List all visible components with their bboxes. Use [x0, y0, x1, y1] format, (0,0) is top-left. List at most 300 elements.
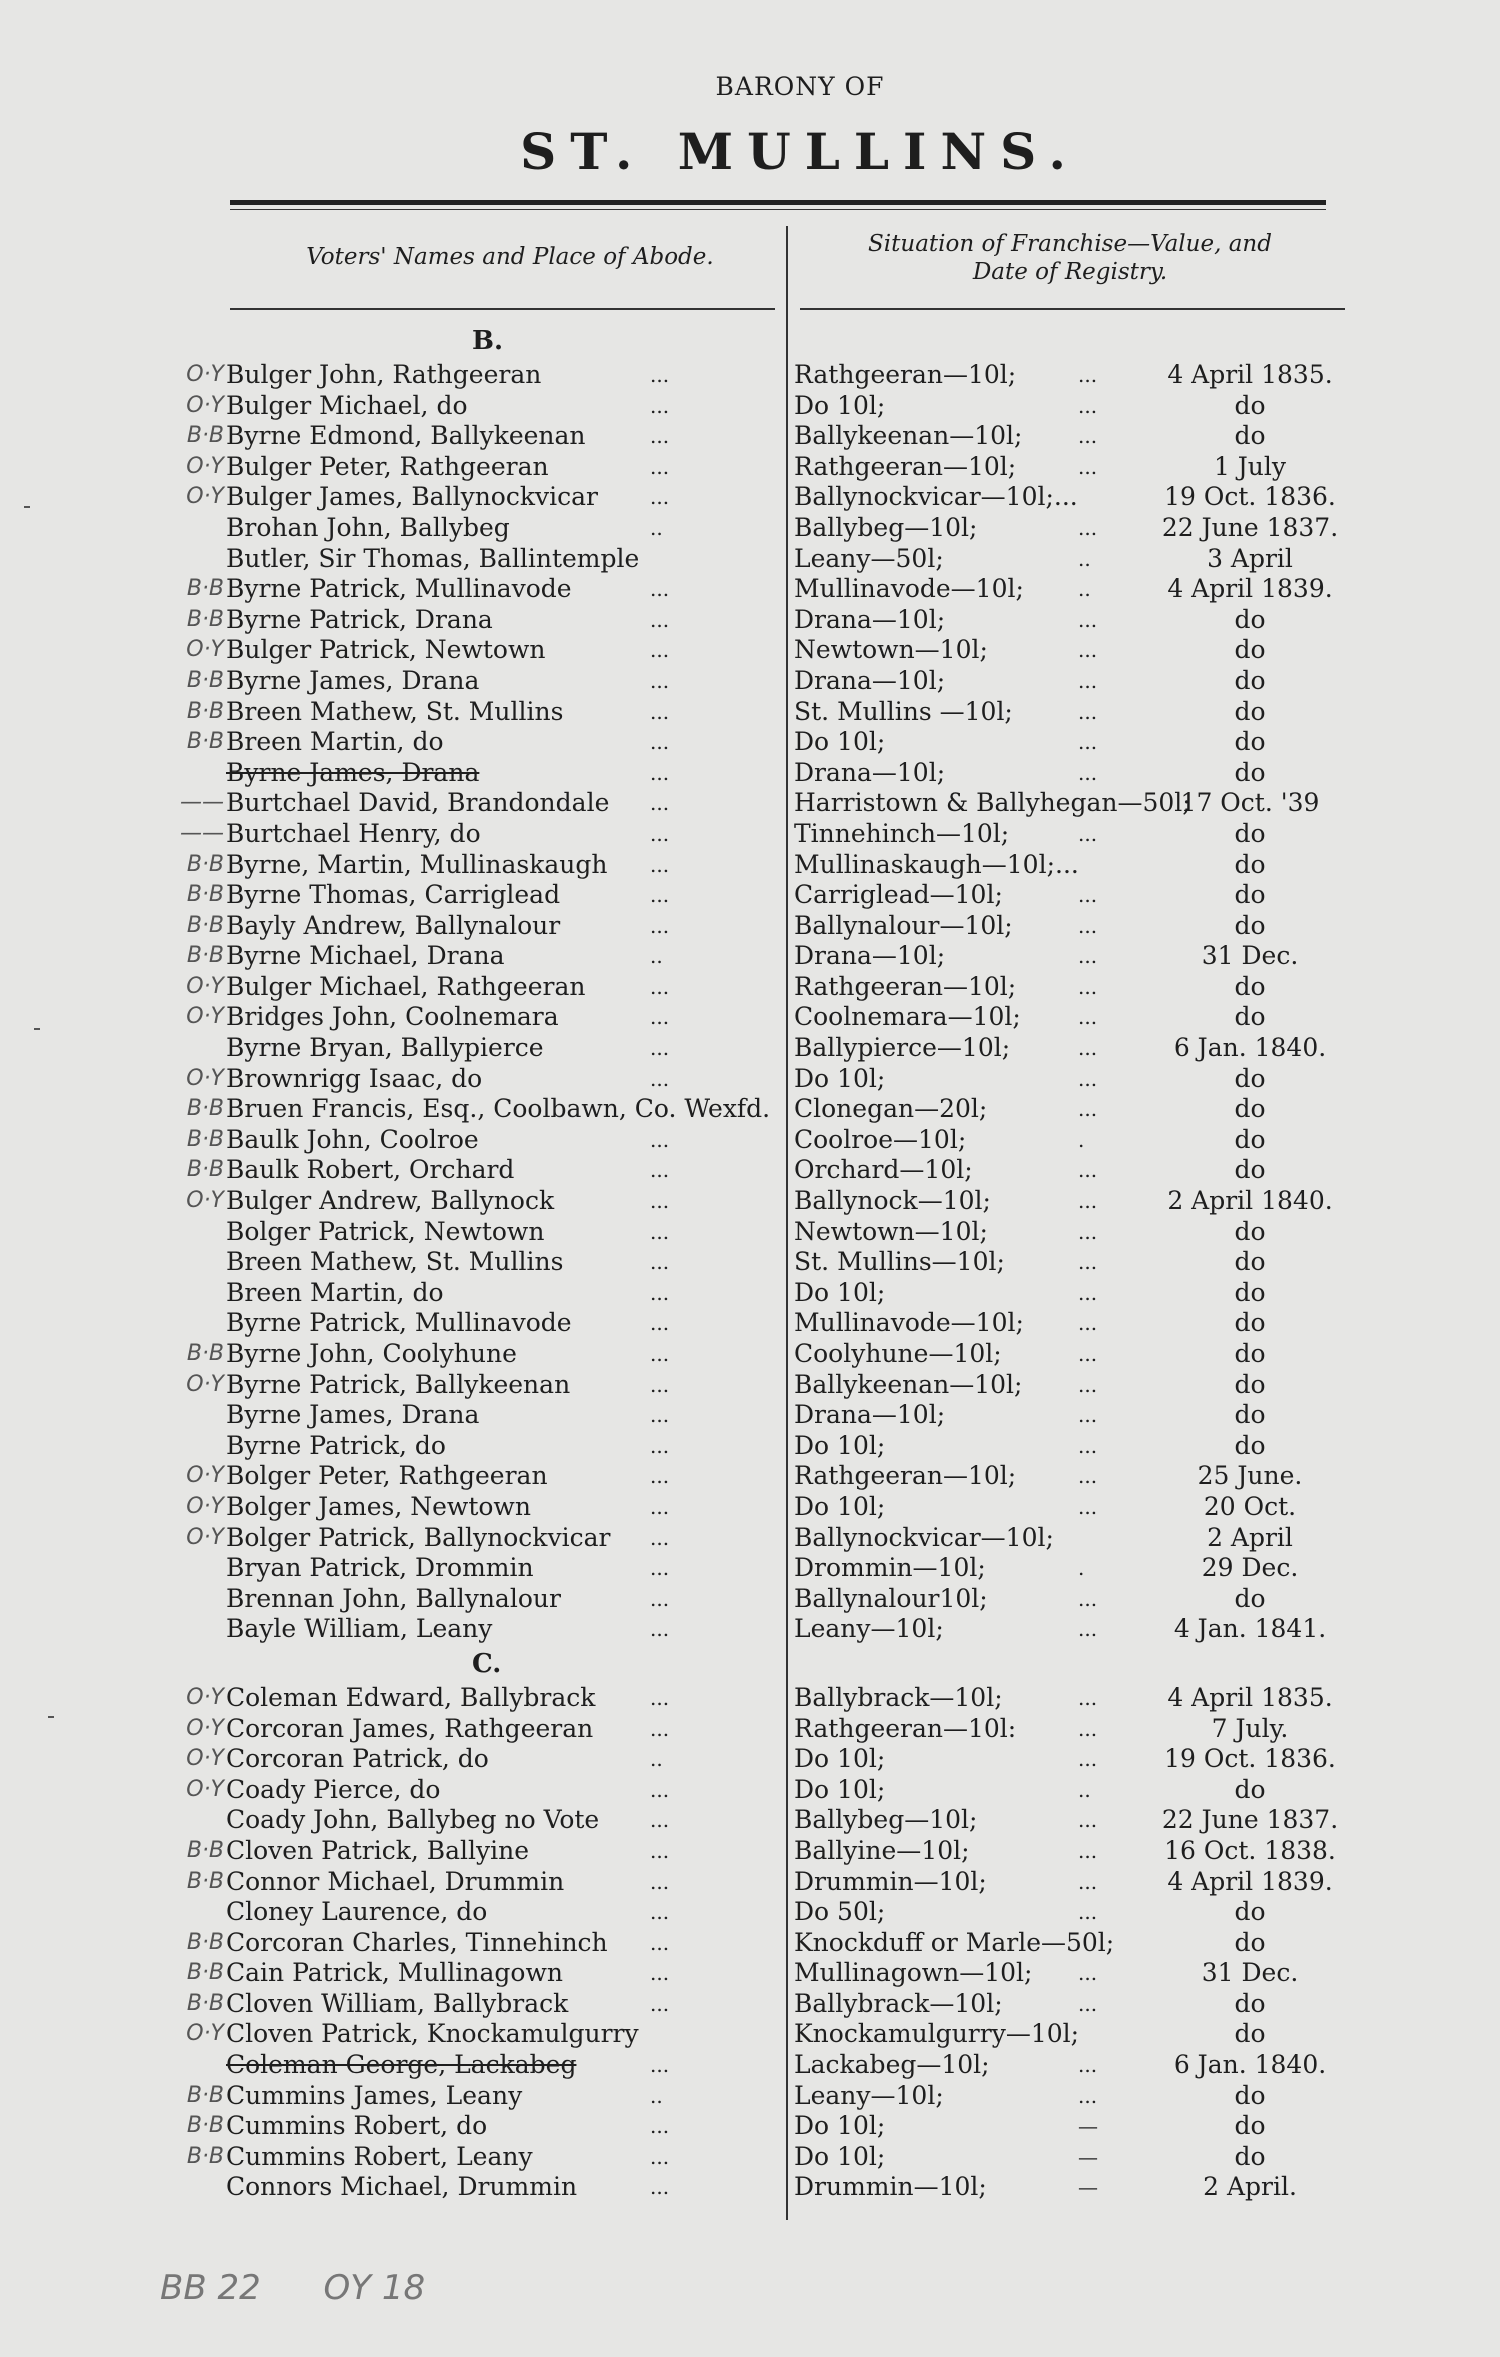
franchise-situation: Drana—10l;: [794, 604, 946, 634]
franchise-situation: Mullinagown—10l;: [794, 1958, 1033, 1988]
registry-date: do: [1234, 1002, 1266, 1032]
franchise-situation: Mullinavode—10l;: [794, 574, 1024, 604]
registry-date: 1 July: [1213, 451, 1287, 481]
leader-dots: ...: [1078, 1403, 1098, 1428]
voter-row: [0, 513, 1500, 544]
leader-dots: ...: [1078, 1991, 1098, 2016]
voter-name: Cloven William, Ballybrack: [226, 1988, 569, 2018]
leader-dots: ...: [1078, 1219, 1098, 1244]
column-header-franchise: [810, 230, 1330, 286]
barony-label: BARONY OF: [715, 72, 885, 101]
franchise-situation: Do 10l;: [794, 390, 886, 420]
registry-date: 19 Oct. 1836.: [1164, 1744, 1336, 1774]
margin-annotation: O·Y: [186, 2021, 224, 2047]
voter-name: Breen Martin, do: [226, 1277, 444, 1307]
franchise-situation: Drommin—10l;: [794, 1553, 986, 1583]
leader-dots: ...: [650, 1900, 670, 1925]
leader-dots: ...: [1078, 1342, 1098, 1366]
leader-dots: ...: [650, 1617, 670, 1642]
leader-dots: ...: [650, 1777, 670, 1802]
voter-name: Byrne Patrick, Mullinavode: [226, 574, 572, 604]
leader-dots: ...: [1078, 1311, 1098, 1336]
franchise-situation: Do 10l;: [794, 1491, 886, 1521]
leader-dots: ...: [650, 1525, 670, 1550]
section-letter: [0, 1645, 1500, 1683]
franchise-situation: Mullinaskaugh—10l;...: [794, 849, 1079, 879]
voter-row: [0, 1897, 1500, 1928]
voter-row: [0, 1155, 1500, 1186]
registry-date: do: [1234, 696, 1266, 726]
franchise-situation: Ballynalour10l;: [794, 1583, 988, 1613]
franchise-situation: Ballybeg—10l;: [794, 1805, 978, 1835]
registry-date: do: [1234, 2111, 1266, 2141]
voter-row: [0, 788, 1500, 819]
leader-dots: ...: [1078, 1005, 1098, 1030]
franchise-situation: Ballynock—10l;: [794, 1186, 991, 1216]
leader-dots: ...: [650, 913, 670, 938]
footer-tally-oy: OY 18: [323, 2268, 426, 2308]
voter-name: Byrne Bryan, Ballypierce: [226, 1033, 544, 1063]
leader-dots: ..: [650, 1747, 663, 1772]
leader-dots: ...: [1078, 1961, 1098, 1986]
leader-dots: ...: [1078, 1433, 1098, 1458]
franchise-situation: Rathgeeran—10l;: [794, 360, 1017, 389]
registry-date: do: [1234, 1369, 1266, 1399]
franchise-situation: Rathgeeran—10l;: [794, 971, 1017, 1001]
registry-date: do: [1234, 1430, 1266, 1460]
leader-dots: ..: [1078, 1777, 1091, 1802]
voter-name: Bulger Peter, Rathgeeran: [226, 451, 549, 481]
header-rule-left: [230, 308, 775, 310]
leader-dots: ...: [650, 1930, 670, 1955]
voter-row: [0, 1836, 1500, 1867]
leader-dots: ...: [650, 1556, 670, 1581]
margin-annotation: B·B: [186, 2082, 224, 2108]
leader-dots: ...: [1078, 1066, 1098, 1091]
franchise-situation: Newtown—10l;: [794, 1216, 988, 1246]
leader-dots: ...: [650, 1586, 670, 1611]
voter-row: [0, 1217, 1500, 1248]
voter-name: Byrne John, Coolyhune: [226, 1339, 517, 1368]
voter-name: Bayle William, Leany: [226, 1614, 493, 1644]
leader-dots: ...: [1078, 424, 1098, 449]
voter-row: [0, 421, 1500, 452]
franchise-situation: Drummin—10l;: [794, 2172, 987, 2202]
franchise-situation: Knockamulgurry—10l;: [794, 2019, 1080, 2049]
leader-dots: ...: [1078, 1372, 1098, 1397]
franchise-situation: Leany—10l;: [794, 2080, 944, 2110]
voter-row: [0, 544, 1500, 575]
column-header-voters: Voters' Names and Place of Abode.: [306, 244, 714, 270]
franchise-situation: Ballykeenan—10l;: [794, 421, 1023, 451]
registry-date: 4 April 1835.: [1167, 1682, 1333, 1712]
voter-row: [0, 941, 1500, 972]
voter-name: Byrne Patrick, Mullinavode: [226, 1308, 572, 1338]
registry-date: 20 Oct.: [1203, 1491, 1297, 1521]
franchise-situation: Lackabeg—10l;: [794, 2050, 990, 2080]
voter-name: Connor Michael, Drummin: [226, 1866, 565, 1896]
franchise-situation: Leany—10l;: [794, 1614, 944, 1644]
voter-name: Breen Mathew, St. Mullins: [226, 1247, 564, 1277]
voter-name: Breen Mathew, St. Mullins: [226, 696, 564, 726]
leader-dots: ...: [650, 577, 670, 602]
margin-annotation: O·Y: [186, 484, 224, 510]
voter-name: Corcoran James, Rathgeeran: [226, 1713, 594, 1743]
margin-annotation: O·Y: [186, 1371, 224, 1397]
voter-row: [0, 1002, 1500, 1033]
registry-date: do: [1234, 2141, 1266, 2171]
leader-dots: ...: [650, 1066, 670, 1091]
voter-row: [0, 1805, 1500, 1836]
registry-date: do: [1234, 727, 1266, 757]
registry-date: 2 April: [1207, 1522, 1293, 1552]
leader-dots: ...: [650, 1036, 670, 1061]
leader-dots: ...: [650, 821, 670, 846]
leader-dots: ..: [650, 515, 663, 540]
voter-row: [0, 819, 1500, 850]
voter-row: [0, 1064, 1500, 1095]
leader-dots: ...: [650, 1127, 670, 1152]
voter-name: Byrne Thomas, Carriglead: [226, 880, 561, 910]
registry-date: 22 June 1837.: [1161, 512, 1339, 542]
leader-dots: ...: [1078, 2053, 1098, 2078]
leader-dots: ...: [650, 363, 670, 387]
franchise-situation: Harristown & Ballyhegan—50l;: [794, 788, 1191, 818]
leader-dots: ...: [1078, 1617, 1098, 1642]
registry-date: 31 Dec.: [1201, 1958, 1299, 1988]
voter-row: [0, 666, 1500, 697]
header-rule-right: [800, 308, 1345, 310]
franchise-situation: Ballynockvicar—10l;: [794, 1522, 1054, 1552]
voter-row: [0, 1714, 1500, 1745]
franchise-situation: Do 10l;: [794, 1277, 886, 1307]
leader-dots: ...: [1078, 760, 1098, 785]
voter-row: [0, 850, 1500, 881]
leader-dots: ...: [650, 760, 670, 785]
voter-name: Cloven Patrick, Ballyine: [226, 1835, 530, 1865]
leader-dots: ...: [650, 852, 670, 877]
voter-name: Cloven Patrick, Knockamulgurry: [226, 2019, 639, 2049]
registry-date: do: [1234, 1897, 1266, 1927]
leader-dots: ...: [650, 393, 670, 418]
leader-dots: ...: [650, 1433, 670, 1458]
leader-dots: ...: [1078, 1747, 1098, 1772]
margin-annotation: O·Y: [186, 1493, 224, 1519]
leader-dots: ...: [650, 1158, 670, 1183]
leader-dots: ...: [650, 1991, 670, 2016]
voter-row: [0, 727, 1500, 758]
franchise-situation: Ballynalour—10l;: [794, 910, 1013, 940]
voter-row: [0, 1186, 1500, 1217]
franchise-situation: Newtown—10l;: [794, 635, 988, 665]
voter-name: Bulger James, Ballynockvicar: [226, 482, 598, 512]
registry-date: do: [1234, 390, 1266, 420]
franchise-situation: Do 10l;: [794, 1063, 886, 1093]
voter-row: [0, 1867, 1500, 1898]
registry-date: 4 April 1839.: [1167, 574, 1333, 604]
registry-date: 2 April 1840.: [1167, 1186, 1333, 1216]
margin-annotation: B·B: [186, 423, 224, 449]
registry-date: 6 Jan. 1840.: [1173, 1033, 1327, 1063]
franchise-situation: Ballybrack—10l;: [794, 1682, 1003, 1712]
voter-row: [0, 2172, 1500, 2203]
voter-row: [0, 1775, 1500, 1806]
franchise-situation: Drana—10l;: [794, 757, 946, 787]
voter-name: Byrne Michael, Drana: [226, 941, 505, 971]
leader-dots: ...: [650, 1961, 670, 1986]
leader-dots: ...: [1078, 1838, 1098, 1863]
margin-annotation: O·Y: [186, 1524, 224, 1550]
voter-row: [0, 1431, 1500, 1462]
voter-name: Byrne Patrick, Drana: [226, 604, 493, 634]
leader-dots: ...: [650, 1494, 670, 1519]
voter-name: Byrne James, Drana: [226, 757, 480, 787]
voter-name: Coady Pierce, do: [226, 1774, 441, 1804]
leader-dots: ...: [650, 1808, 670, 1833]
registry-date: do: [1234, 849, 1266, 879]
registry-date: 19 Oct. 1836.: [1164, 482, 1336, 512]
franchise-situation: Ballynockvicar—10l;...: [794, 482, 1078, 512]
voter-name: Breen Martin, do: [226, 727, 444, 757]
margin-annotation: B·B: [186, 1990, 224, 2016]
leader-dots: —: [1078, 2175, 1098, 2200]
margin-mark: [24, 506, 30, 508]
voter-row: [0, 2142, 1500, 2173]
registry-date: do: [1234, 1400, 1266, 1430]
footer-tally: [160, 2268, 477, 2308]
leader-dots: ...: [650, 1280, 670, 1305]
margin-annotation: B·B: [186, 2113, 224, 2139]
margin-annotation: O·Y: [186, 1715, 224, 1741]
voter-name: Burtchael David, Brandondale: [226, 788, 610, 818]
voter-name: Brownrigg Isaac, do: [226, 1063, 483, 1093]
voter-name: Bolger Patrick, Newtown: [226, 1216, 545, 1246]
voter-row: [0, 1744, 1500, 1775]
margin-annotation: O·Y: [186, 1746, 224, 1772]
registry-date: do: [1234, 2019, 1266, 2049]
voter-name: Bolger James, Newtown: [226, 1491, 531, 1521]
margin-annotation: O·Y: [186, 362, 224, 387]
franchise-situation: Rathgeeran—10l;: [794, 1461, 1017, 1491]
franchise-situation: Drana—10l;: [794, 941, 946, 971]
registry-date: do: [1234, 971, 1266, 1001]
leader-dots: ...: [1078, 668, 1098, 693]
voter-row: [0, 1958, 1500, 1989]
registry-date: do: [1234, 1277, 1266, 1307]
voter-row: [0, 1928, 1500, 1959]
leader-dots: ...: [1078, 944, 1098, 969]
leader-dots: ...: [1078, 454, 1098, 479]
franchise-situation: Clonegan—20l;: [794, 1094, 988, 1124]
voter-row: [0, 972, 1500, 1003]
leader-dots: ...: [1078, 1464, 1098, 1489]
margin-annotation: B·B: [186, 698, 224, 724]
margin-annotation: B·B: [186, 1126, 224, 1152]
parish-title: ST. MULLINS.: [520, 122, 1080, 181]
registry-date: 17 Oct. '39: [1180, 788, 1320, 818]
leader-dots: ..: [1078, 546, 1091, 571]
voter-row: [0, 1339, 1500, 1370]
franchise-situation: Do 10l;: [794, 1430, 886, 1460]
leader-dots: ...: [650, 638, 670, 663]
leader-dots: .: [1078, 1127, 1085, 1152]
franchise-situation: Orchard—10l;: [794, 1155, 973, 1185]
leader-dots: ...: [650, 2053, 670, 2078]
section-letter: [0, 322, 1500, 360]
leader-dots: ...: [650, 730, 670, 755]
franchise-situation: Knockduff or Marle—50l;: [794, 1927, 1115, 1957]
leader-dots: ...: [650, 1685, 670, 1710]
voter-name: Bulger Patrick, Newtown: [226, 635, 546, 665]
leader-dots: ...: [650, 1005, 670, 1030]
margin-annotation: B·B: [186, 882, 224, 908]
margin-annotation: ——: [180, 820, 224, 846]
leader-dots: ...: [650, 2175, 670, 2200]
voter-name: Bulger Michael, do: [226, 390, 468, 420]
leader-dots: ...: [650, 607, 670, 632]
franchise-situation: Do 10l;: [794, 2141, 886, 2171]
voter-name: Baulk John, Coolroe: [226, 1124, 479, 1154]
voter-name: Corcoran Charles, Tinnehinch: [226, 1927, 608, 1957]
voter-name: Bolger Patrick, Ballynockvicar: [226, 1522, 611, 1552]
margin-annotation: O·Y: [186, 453, 224, 479]
voter-row: [0, 1247, 1500, 1278]
registry-date: do: [1234, 1308, 1266, 1338]
registry-date: do: [1234, 421, 1266, 451]
registry-date: do: [1234, 1247, 1266, 1277]
voter-row: [0, 1094, 1500, 1125]
leader-dots: ...: [650, 791, 670, 816]
leader-dots: ...: [1078, 821, 1098, 846]
voter-row: [0, 2111, 1500, 2142]
leader-dots: ...: [1078, 1158, 1098, 1183]
registry-date: do: [1234, 604, 1266, 634]
voter-row: [0, 1461, 1500, 1492]
margin-annotation: B·B: [186, 912, 224, 938]
leader-dots: ...: [1078, 913, 1098, 938]
voter-row: [0, 1683, 1500, 1714]
franchise-situation: Tinnehinch—10l;: [794, 818, 1010, 848]
margin-annotation: O·Y: [186, 392, 224, 418]
margin-mark: [48, 1716, 54, 1718]
franchise-situation: Ballyine—10l;: [794, 1835, 970, 1865]
registry-date: do: [1234, 665, 1266, 695]
voter-row: [0, 2081, 1500, 2112]
registry-date: 7 July.: [1211, 1713, 1289, 1743]
title-rule: [230, 200, 1326, 205]
leader-dots: .: [1078, 1556, 1085, 1581]
franchise-situation: Coolnemara—10l;: [794, 1002, 1021, 1032]
registry-date: 3 April: [1207, 543, 1293, 573]
margin-annotation: O·Y: [186, 1004, 224, 1030]
leader-dots: ...: [1078, 393, 1098, 418]
voter-row: [0, 758, 1500, 789]
leader-dots: ...: [650, 454, 670, 479]
franchise-situation: Do 10l;: [794, 1744, 886, 1774]
voter-row: [0, 391, 1500, 422]
registry-date: do: [1234, 1124, 1266, 1154]
leader-dots: ...: [650, 1311, 670, 1336]
leader-dots: ...: [1078, 1716, 1098, 1741]
voter-name: Byrne Patrick, do: [226, 1430, 446, 1460]
margin-mark: [34, 1028, 40, 1030]
voter-row: [0, 880, 1500, 911]
registry-date: do: [1234, 757, 1266, 787]
margin-annotation: B·B: [186, 1929, 224, 1955]
registry-date: 31 Dec.: [1201, 941, 1299, 971]
registry-date: do: [1234, 910, 1266, 940]
voter-name: Baulk Robert, Orchard: [226, 1155, 515, 1185]
voter-name: Bulger Andrew, Ballynock: [226, 1186, 555, 1216]
voter-name: Brennan John, Ballynalour: [226, 1583, 561, 1613]
registry-date: 4 Jan. 1841.: [1173, 1614, 1327, 1644]
voter-name: Cummins Robert, Leany: [226, 2141, 533, 2171]
margin-annotation: B·B: [186, 1096, 224, 1122]
leader-dots: ...: [650, 2144, 670, 2169]
leader-dots: ...: [650, 1403, 670, 1428]
margin-annotation: B·B: [186, 1157, 224, 1183]
voter-name: Connors Michael, Drummin: [226, 2172, 578, 2202]
franchise-situation: Coolroe—10l;: [794, 1124, 967, 1154]
leader-dots: ...: [650, 424, 670, 449]
voter-row: [0, 1278, 1500, 1309]
margin-annotation: O·Y: [186, 1463, 224, 1489]
voter-row: [0, 1400, 1500, 1431]
voter-name: Coleman George, Lackabeg: [226, 2050, 577, 2080]
franchise-situation: Do 50l;: [794, 1897, 886, 1927]
voter-name: Byrne, Martin, Mullinaskaugh: [226, 849, 608, 879]
registry-date: do: [1234, 2080, 1266, 2110]
franchise-situation: Ballykeenan—10l;: [794, 1369, 1023, 1399]
registry-date: 6 Jan. 1840.: [1173, 2050, 1327, 2080]
voter-row: [0, 697, 1500, 728]
franchise-situation: Do 10l;: [794, 1774, 886, 1804]
margin-annotation: B·B: [186, 729, 224, 755]
margin-annotation: B·B: [186, 1837, 224, 1863]
registry-date: 29 Dec.: [1201, 1553, 1299, 1583]
leader-dots: ...: [650, 1189, 670, 1214]
voter-list: [0, 322, 1500, 2203]
leader-dots: ...: [1078, 883, 1098, 908]
voter-name: Coady John, Ballybeg no Vote: [226, 1805, 600, 1835]
leader-dots: ...: [1078, 2083, 1098, 2108]
leader-dots: ...: [650, 1342, 670, 1366]
leader-dots: ...: [1078, 515, 1098, 540]
voter-row: [0, 574, 1500, 605]
voter-row: [0, 360, 1500, 391]
leader-dots: ...: [650, 1219, 670, 1244]
leader-dots: ...: [1078, 1869, 1098, 1894]
voter-name: Cloney Laurence, do: [226, 1897, 488, 1927]
voter-row: [0, 482, 1500, 513]
voter-row: [0, 1523, 1500, 1554]
franchise-situation: Ballybrack—10l;: [794, 1988, 1003, 2018]
registry-date: do: [1234, 880, 1266, 910]
franchise-situation: Rathgeeran—10l;: [794, 451, 1017, 481]
margin-annotation: B·B: [186, 851, 224, 877]
franchise-situation: St. Mullins—10l;: [794, 1247, 1005, 1277]
title-rule-thin: [230, 209, 1326, 210]
voter-row: [0, 1033, 1500, 1064]
franchise-situation: Rathgeeran—10l:: [794, 1713, 1017, 1743]
leader-dots: ...: [1078, 1097, 1098, 1122]
margin-annotation: O·Y: [186, 973, 224, 999]
leader-dots: ...: [650, 1869, 670, 1894]
leader-dots: ...: [650, 1838, 670, 1863]
leader-dots: ...: [1078, 363, 1098, 387]
voter-row: [0, 2050, 1500, 2081]
leader-dots: ...: [650, 668, 670, 693]
